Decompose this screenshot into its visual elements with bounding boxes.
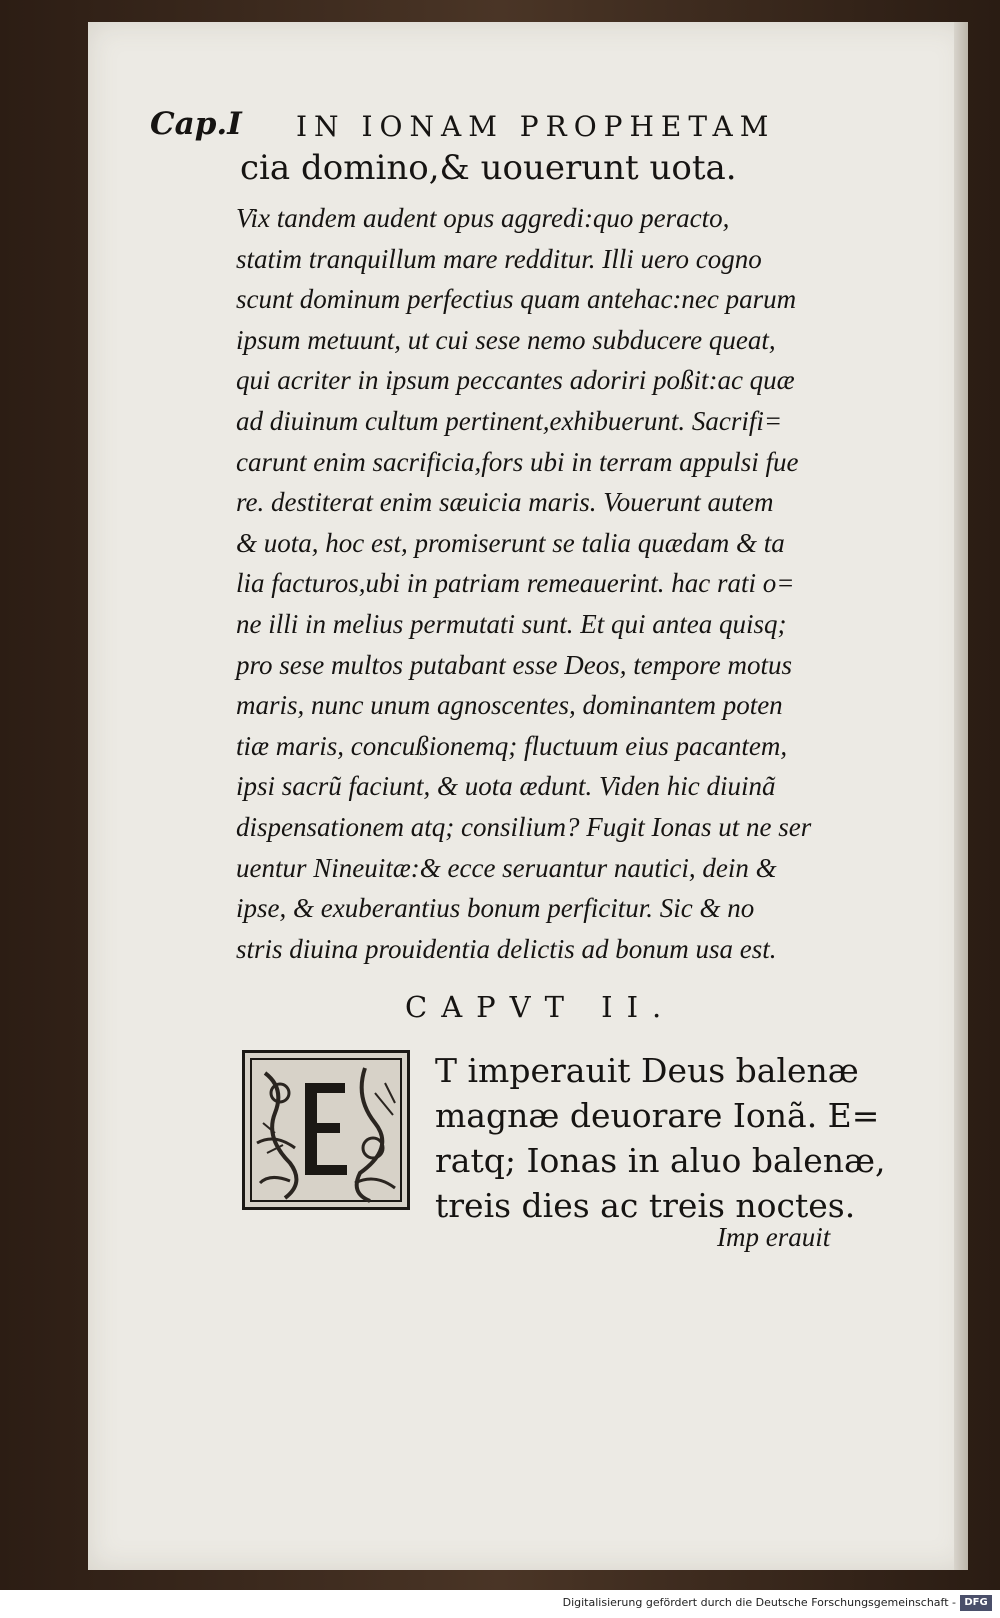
text-line: treis dies ac treis noctes. <box>435 1186 856 1225</box>
text-line: re. destiterat enim sæuicia maris. Vouerunt autem <box>236 487 774 518</box>
text-line: maris, nunc unum agnoscentes, dominantem poten <box>236 690 783 721</box>
text-line: qui acriter in ipsum peccantes adoriri poßit:ac quæ <box>236 365 795 396</box>
woodcut-initial-e <box>242 1050 410 1210</box>
opening-line: cia domino,& uouerunt uota. <box>240 148 737 188</box>
dfg-logo-icon: DFG <box>960 1595 992 1611</box>
text-line: stris diuina prouidentia delictis ad bonum usa est. <box>236 933 777 964</box>
text-line: & uota, hoc est, promiserunt se talia quædam & ta <box>236 527 785 558</box>
running-title: IN IONAM PROPHETAM <box>296 110 776 143</box>
text-line: carunt enim sacrificia,fors ubi in terram appulsi fue <box>236 446 799 477</box>
text-line: scunt dominum perfectius quam antehac:nec parum <box>236 284 797 315</box>
body-text <box>236 198 836 969</box>
text-line: uentur Nineuitæ:& ecce seruantur nautici, dein & <box>236 852 777 883</box>
footer-bar <box>0 1590 1000 1618</box>
text-line: statim tranquillum mare redditur. Illi uero cogno <box>236 243 762 274</box>
page-edge <box>954 22 968 1570</box>
digitization-credit: Digitalisierung gefördert durch die Deutsche Forschungsgemeinschaft - <box>562 1596 956 1609</box>
woodcut-illustration <box>245 1053 407 1207</box>
text-line: ipse, & exuberantius bonum perficitur. Sic & no <box>236 893 755 924</box>
text-line: tiæ maris, concußionemq; fluctuum eius pacantem, <box>236 730 788 761</box>
chapter-text <box>435 1048 885 1228</box>
text-line: lia facturos,ubi in patriam remeauerint. hac rati o= <box>236 568 795 599</box>
text-line: T imperauit Deus balenæ <box>435 1051 859 1090</box>
text-line: dispensationem atq; consilium? Fugit Ionas ut ne ser <box>236 811 812 842</box>
text-line: Vix tandem audent opus aggredi:quo peracto, <box>236 203 730 233</box>
catchword: Imp erauit <box>717 1222 831 1252</box>
text-line: ipsi sacrũ faciunt, & uota ædunt. Viden hic diuinã <box>236 771 776 802</box>
chapter-marker: Cap.I <box>150 106 242 142</box>
text-line: ratq; Ionas in aluo balenæ, <box>435 1141 886 1180</box>
text-line: magnæ deuorare Ionã. E= <box>435 1096 880 1135</box>
text-line: ne illi in melius permutati sunt. Et qui antea quisq; <box>236 608 787 639</box>
chapter-heading: CAPVT II. <box>405 990 676 1024</box>
text-line: ad diuinum cultum pertinent,exhibuerunt. Sacrifi= <box>236 405 783 436</box>
text-line: ipsum metuunt, ut cui sese nemo subducere queat, <box>236 324 776 355</box>
text-line: pro sese multos putabant esse Deos, tempore motus <box>236 649 792 680</box>
